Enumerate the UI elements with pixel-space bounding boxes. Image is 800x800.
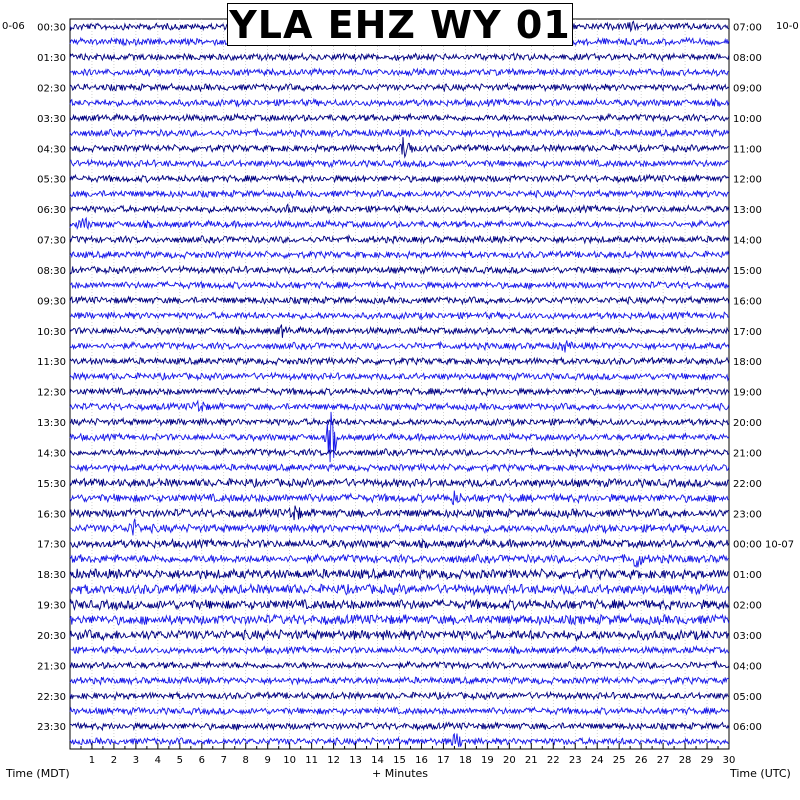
x-tick-label: 18 (459, 755, 472, 766)
right-time-label: 23:00 (733, 509, 762, 521)
x-tick-label: 17 (437, 755, 450, 766)
x-tick-label: 5 (176, 755, 184, 766)
right-time-label: 12:00 (733, 174, 762, 186)
left-time-label: 09:30 (37, 296, 66, 308)
right-time-label: 10:00 (733, 113, 762, 125)
x-tick-label: 10 (283, 755, 297, 766)
left-time-label: 00:30 (37, 22, 66, 34)
x-tick-label: 13 (349, 755, 362, 766)
left-time-label: 17:30 (37, 539, 66, 551)
right-time-label: 00:00 10-07 (733, 539, 795, 551)
right-time-label: 15:00 (733, 265, 762, 277)
plot-frame (70, 19, 729, 749)
left-time-label: 06:30 (37, 205, 66, 217)
left-time-label: 16:30 (37, 509, 66, 521)
x-tick-label: 2 (110, 755, 118, 766)
left-time-label: 05:30 (37, 174, 66, 186)
x-tick-label: 7 (220, 755, 227, 766)
left-date-label: 0-06 (2, 21, 25, 32)
right-time-label: 19:00 (733, 387, 762, 399)
left-time-label: 15:30 (37, 478, 66, 490)
x-axis-label-center: + Minutes (372, 767, 429, 780)
left-time-label: 12:30 (37, 387, 66, 399)
right-time-label: 06:00 (733, 722, 762, 734)
right-time-label: 05:00 (733, 691, 762, 703)
right-time-label: 22:00 (733, 478, 762, 490)
x-tick-label: 14 (371, 755, 384, 766)
right-date-label: 10-0 (776, 21, 799, 32)
x-tick-label: 9 (264, 755, 271, 766)
left-time-label: 18:30 (37, 570, 66, 582)
right-time-label: 11:00 (733, 144, 762, 156)
chart-title: YLA EHZ WY 01 (227, 3, 573, 46)
left-time-label: 21:30 (37, 661, 66, 673)
x-tick-label: 15 (393, 755, 406, 766)
x-tick-label: 12 (327, 755, 340, 766)
left-time-label: 20:30 (37, 630, 66, 642)
x-tick-label: 25 (612, 755, 626, 766)
x-tick-label: 11 (305, 755, 319, 766)
right-time-label: 17:00 (733, 326, 762, 338)
x-tick-label: 6 (198, 755, 205, 766)
x-tick-label: 3 (132, 755, 140, 766)
right-time-label: 02:00 (733, 600, 762, 612)
x-axis-label-left: Time (MDT) (6, 767, 70, 780)
left-time-label: 23:30 (37, 722, 66, 734)
right-time-label: 04:00 (733, 661, 762, 673)
right-time-label: 16:00 (733, 296, 762, 308)
right-time-label: 09:00 (733, 83, 762, 95)
x-tick-label: 22 (546, 755, 560, 766)
right-time-label: 14:00 (733, 235, 762, 247)
right-time-label: 21:00 (733, 448, 762, 460)
left-time-label: 10:30 (37, 326, 66, 338)
right-time-label: 07:00 (733, 22, 762, 34)
left-time-label: 08:30 (37, 265, 66, 277)
left-time-label: 07:30 (37, 235, 66, 247)
x-tick-label: 28 (678, 755, 692, 766)
right-time-label: 18:00 (733, 357, 762, 369)
x-tick-label: 19 (480, 755, 494, 766)
left-time-label: 13:30 (37, 418, 66, 430)
x-tick-label: 20 (502, 755, 516, 766)
right-time-label: 03:00 (733, 630, 762, 642)
x-tick-label: 1 (88, 755, 96, 766)
x-tick-label: 23 (568, 755, 582, 766)
x-tick-label: 24 (590, 755, 604, 766)
left-time-label: 14:30 (37, 448, 66, 460)
left-time-label: 01:30 (37, 53, 66, 65)
x-tick-label: 30 (722, 755, 736, 766)
right-time-label: 20:00 (733, 418, 762, 430)
left-time-label: 04:30 (37, 144, 66, 156)
right-time-label: 01:00 (733, 570, 762, 582)
right-time-label: 08:00 (733, 53, 762, 65)
x-tick-label: 29 (700, 755, 714, 766)
left-time-label: 03:30 (37, 113, 66, 125)
x-axis-label-right: Time (UTC) (730, 767, 791, 780)
left-time-label: 11:30 (37, 357, 66, 369)
x-tick-label: 16 (415, 755, 428, 766)
x-tick-label: 8 (242, 755, 249, 766)
right-time-label: 13:00 (733, 205, 762, 217)
left-time-label: 02:30 (37, 83, 66, 95)
x-tick-label: 26 (634, 755, 648, 766)
x-tick-label: 21 (524, 755, 538, 766)
x-tick-label: 4 (154, 755, 162, 766)
x-tick-label: 27 (656, 755, 670, 766)
left-time-label: 19:30 (37, 600, 66, 612)
left-time-label: 22:30 (37, 691, 66, 703)
